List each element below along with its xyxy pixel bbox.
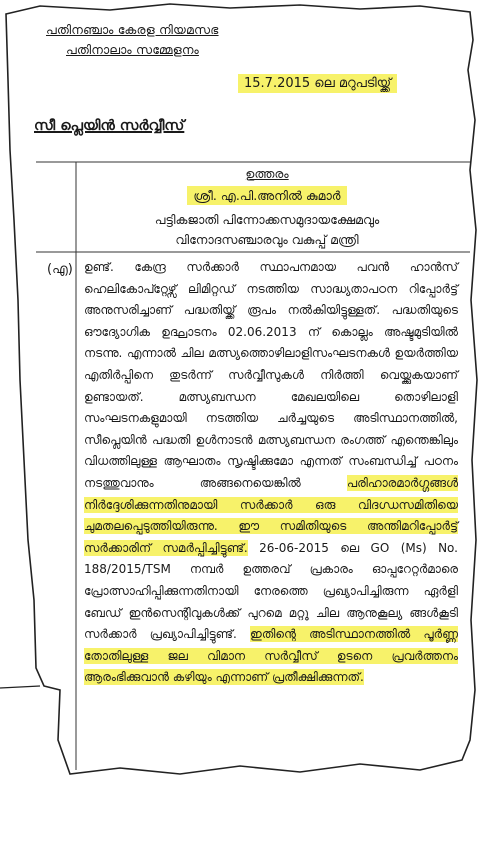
minister-name: ശ്രീ. എ.പി.അനിൽ കുമാർ [187, 186, 346, 205]
answer-paragraph-2-highlight: ഇതിന്റെ അടിസ്ഥാനത്തിൽ പൂർണ്ണ തോതിലുള്ള ജല വിമാന സർവ്വീസ് ഉടനെ പ്രവർത്തനം ആരംഭിക്കുവാൻ കഴിയും എന്നാണ് പ്രതീക്ഷിക്കുന്നത്. [84, 627, 458, 685]
answer-paragraph-2: 26-06-2015 ലെ GO (Ms) No. 188/2015/TSM നമ്പർ ഉത്തരവ് പ്രകാരം ഓപ്പറേറ്റർമാരെ പ്രോത്സാഹിപ്പിക്കുന്നതിനായി നേരത്തെ പ്രഖ്യാപിച്ചിരുന്ന ഏർളി ബേഡ് ഇൻസെന്റിവുകൾക്ക് പുറമെ മറ്റു ചില ആനുകൂല്യ ങ്ങൾകൂടി സർക്കാർ പ്രഖ്യാപിച്ചിട്ടുണ്ട്. [84, 540, 458, 642]
assembly-term-heading: പതിനഞ്ചാം കേരള നിയമസഭ [46, 22, 219, 37]
answer-body [84, 257, 458, 689]
reply-date-text: 15.7.2015 ലെ മറുപടിയ്ക്ക് [238, 74, 397, 93]
portfolio-line-2: വിനോദസഞ്ചാരവും വകുപ്പ് മന്ത്രി [175, 232, 359, 247]
answer-paragraph-1: ഉണ്ട്. കേന്ദ്ര സർക്കാർ സ്ഥാപനമായ പവൻ ഹാൻസ് ഹെലികോപ്റ്റേഴ്സ് ലിമിറ്റഡ് നടത്തിയ സാദ്ധ്യതാപഠന റിപ്പോർട്ട് അനുസരിച്ചാണ് പദ്ധതിയ്ക്ക് രൂപം നൽകിയിട്ടുള്ളത്. പദ്ധതിയുടെ ഔദ്യോഗിക ഉദ്ഘാടനം 02.06.2013 ന് കൊല്ലം അഷ്ടമുടിയിൽ നടന്നു. എന്നാൽ ചില മത്സ്യത്തൊഴിലാളിസംഘടനകൾ ഉയർത്തിയ എതിർപ്പിനെ തുടർന്ന് സർവ്വീസുകൾ നിർത്തി വെയ്ക്കുകയാണ് ഉണ്ടായത്. മത്സ്യബന്ധന മേഖലയിലെ തൊഴിലാളി സംഘടനകളുമായി നടത്തിയ ചർച്ചയുടെ അടിസ്ഥാനത്തിൽ, സീപ്ലെയിൻ പദ്ധതി ഉൾനാടൻ മത്സ്യബന്ധന രംഗത്ത് എന്തെങ്കിലും വിധത്തിലുള്ള ആഘാതം സൃഷ്ടിക്കുമോ എന്നത് സംബന്ധിച്ച് പഠനം നടത്തുവാനും അങ്ങനെയെങ്കിൽ [84, 260, 458, 490]
answer-paragraph-1-highlight: പരിഹാരമാർഗ്ഗങ്ങൾ നിർദ്ദേശിക്കുന്നതിനുമായി സർക്കാർ ഒരു വിദഗ്ധസമിതിയെ ചുമതലപ്പെടുത്തിയിരുന്നു. ഈ സമിതിയുടെ അന്തിമറിപ്പോർട്ട് സർക്കാരിന് സമർപ്പിച്ചിട്ടുണ്ട്. [84, 475, 458, 555]
portfolio-line-1: പട്ടികജാതി പിന്നോക്കസമുദായക്ഷേമവും [154, 212, 380, 227]
answer-label: ഉത്തരം [245, 166, 289, 181]
answer-section-label: (എ) [47, 262, 73, 277]
session-heading: പതിനാലാം സമ്മേളനം [66, 42, 199, 57]
document-title: സീ പ്ലെയിൻ സർവ്വീസ് [34, 118, 185, 134]
minister-name-line [80, 188, 454, 204]
reply-date [238, 76, 397, 91]
